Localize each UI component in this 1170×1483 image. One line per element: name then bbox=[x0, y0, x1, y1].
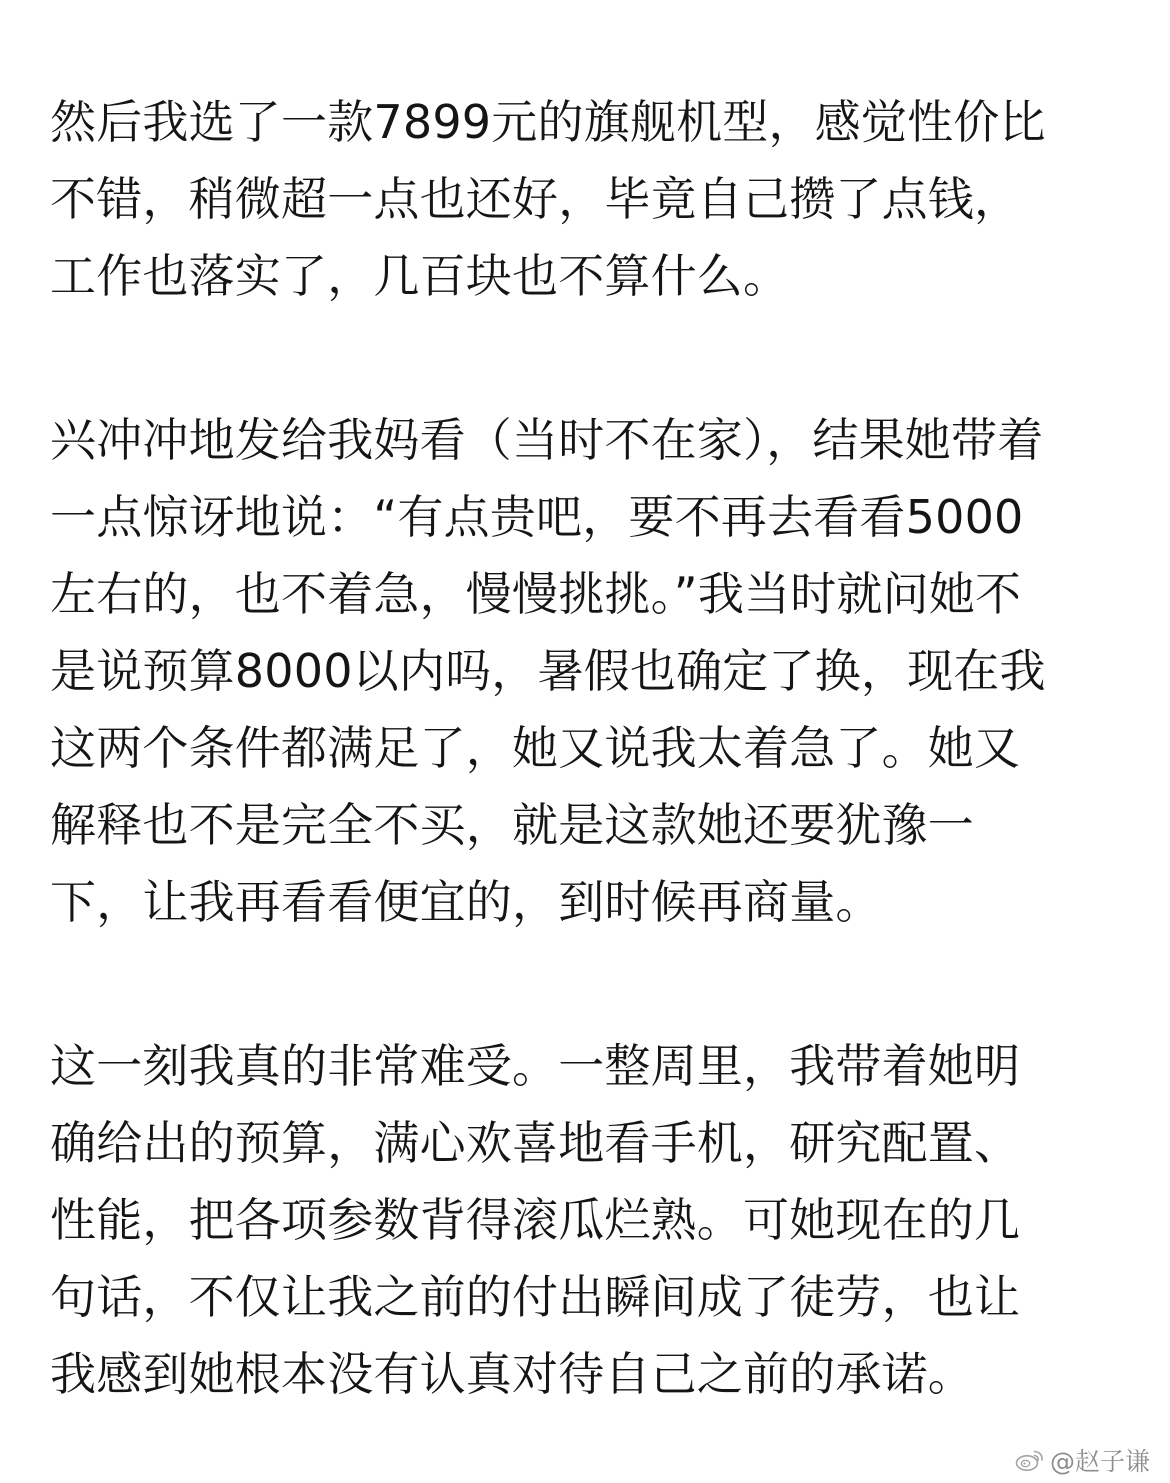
text-line: 兴冲冲地发给我妈看（当时不在家），结果她带着 bbox=[50, 413, 1044, 467]
paragraph-gap bbox=[50, 941, 1130, 1028]
text-line: 我感到她根本没有认真对待自己之前的承诺。 bbox=[50, 1347, 974, 1401]
weibo-watermark bbox=[1014, 1443, 1150, 1477]
text-line: 确给出的预算，满心欢喜地看手机，研究配置、 bbox=[50, 1116, 1021, 1170]
paragraph-gap bbox=[50, 315, 1130, 402]
text-line: 句话，不仅让我之前的付出瞬间成了徒劳，也让 bbox=[50, 1270, 1021, 1324]
paragraph-disappointment bbox=[50, 1028, 1130, 1413]
text-line: 性能，把各项参数背得滚瓜烂熟。可她现在的几 bbox=[50, 1193, 1021, 1247]
text-line: 这两个条件都满足了，她又说我太着急了。她又 bbox=[50, 721, 1021, 775]
watermark-handle: @赵子谦 bbox=[1049, 1447, 1150, 1476]
text-line: 左右的，也不着急，慢慢挑挑。”我当时就问她不 bbox=[50, 567, 1022, 621]
paragraph-phone-choice bbox=[50, 84, 1130, 315]
text-line: 下，让我再看看便宜的，到时候再商量。 bbox=[50, 875, 882, 929]
paragraph-mother-reply bbox=[50, 402, 1130, 941]
text-line: 一点惊讶地说：“有点贵吧，要不再去看看5000 bbox=[50, 490, 1024, 544]
text-line: 不错，稍微超一点也还好，毕竟自己攒了点钱， bbox=[50, 172, 1021, 226]
text-line: 解释也不是完全不买，就是这款她还要犹豫一 bbox=[50, 798, 974, 852]
weibo-icon bbox=[1014, 1447, 1044, 1473]
article-text bbox=[50, 84, 1130, 1413]
text-line: 工作也落实了，几百块也不算什么。 bbox=[50, 249, 790, 303]
text-line: 是说预算8000以内吗，暑假也确定了换，现在我 bbox=[50, 644, 1046, 698]
text-line: 这一刻我真的非常难受。一整周里，我带着她明 bbox=[50, 1039, 1021, 1093]
text-line: 然后我选了一款7899元的旗舰机型，感觉性价比 bbox=[50, 95, 1046, 149]
